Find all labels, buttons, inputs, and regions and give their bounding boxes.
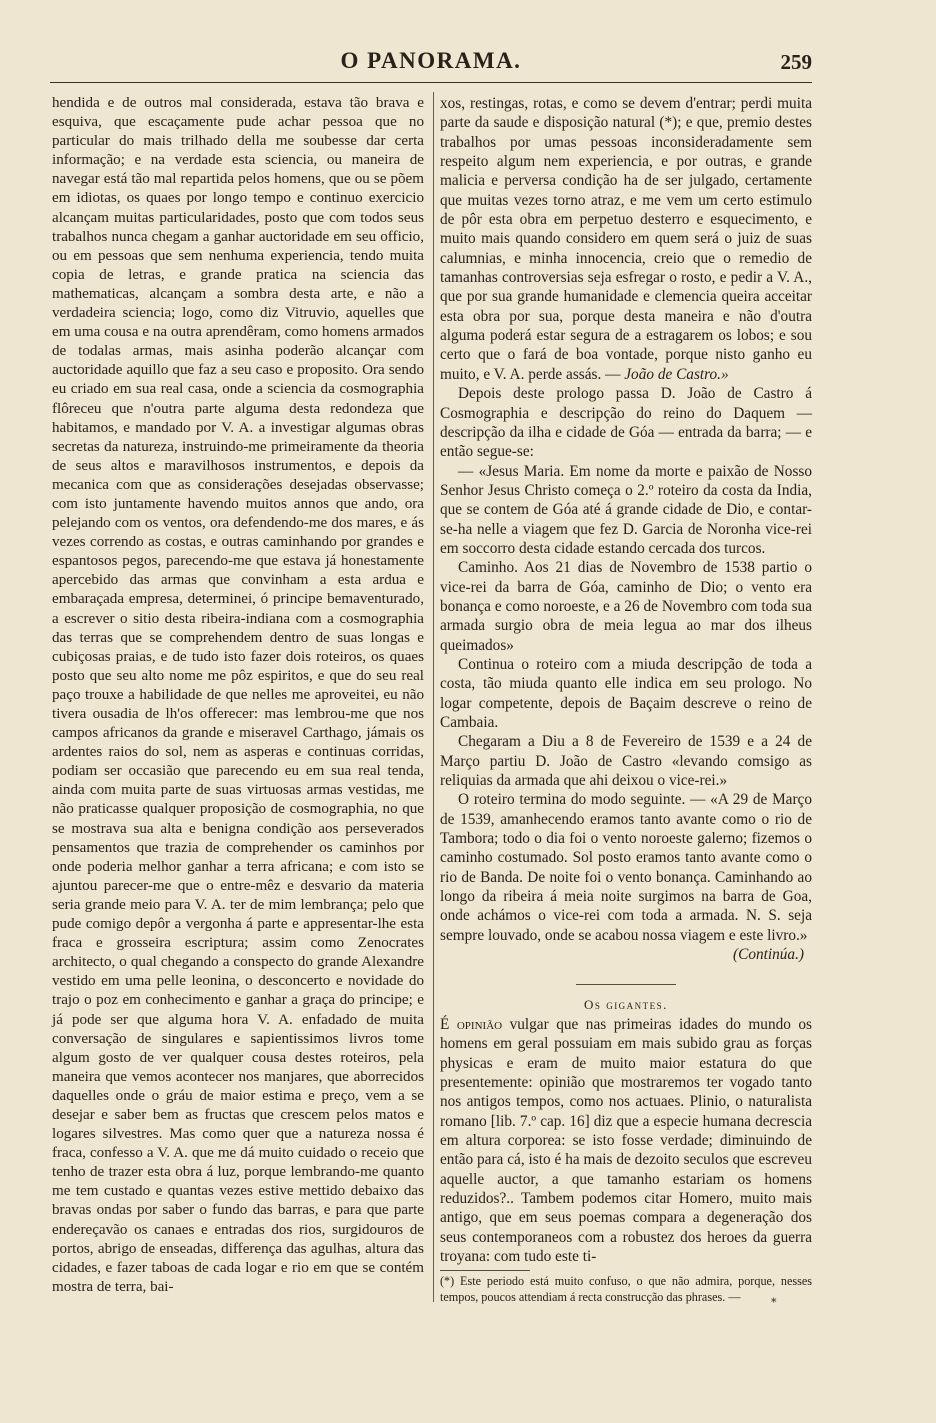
paragraph: Continua o roteiro com a miuda descripção de toda a costa, tão miuda quanto elle indica em seu prologo. No logar competente, depois de Baçaim descreve o reino de Cambaia. (440, 655, 812, 731)
paragraph: Caminho. Aos 21 dias de Novembro de 1538 partio o vice-rei da barra de Góa, caminho de Dio; o vento era bonança e como noroeste, e a 26 de Novembro com toda sua armada surgio obra de meia legua ao mar dos ilheus queimados» (440, 559, 812, 654)
header-rule (50, 82, 812, 83)
paragraph: O roteiro termina do modo seguinte. — «A 29 de Março de 1539, amanhecendo eramos tanto avante como o rio de Tambora; todo o dia foi o vento noroeste galerno; fizemos o caminho costumado. Sol posto eramos tanto avante como o rio de Banda. De noite foi o vento bonança. Caminhando ao longo da ribeira á meia noite surgimos na barra de Goa, onde achámos o vice-rei com toda a armada. N. S. seja sempre louvado, onde se acabou nossa viagem e este livro.» (440, 791, 812, 944)
continua-note: (Continúa.) (733, 946, 804, 964)
footnote-rule (440, 1270, 530, 1271)
left-column (52, 94, 424, 1297)
left-column-text: hendida e de outros mal considerada, estava tão brava e esquiva, que escaçamente pude achar pessoa que no particular do mais trilhado della me soubesse dar certa informação; e na verdade esta sciencia, ou maneira de navegar está tão mal repartida pelos homens, que ou se põem em idiotas, os quaes por longo tempo e continuo exercicio alcançam muitas particularidades, posto que com todos seus trabalhos nunca chegam a ganhar auctoridade em seu officio, ou em pessoas que sem nenhuma experiencia, tendo muita copia de letras, e grande pratica na sciencia das mathematicas, alcançam a sombra desta arte, e não a verdadeira sciencia; logo, como diz Vitruvio, aquelles que em uma cousa e na outra aprendêram, como homens armados de todalas armas, mais asinha poderão alcançar com auctoridade aquillo que faz a seu caso e proposito. Ora sendo eu criado em sua real casa, onde a sciencia da cosmographia flôreceu que n'outra parte alguma desta redondeza que habitamos, e mandado por V. A. a investigar algumas obras secretas da natureza, instruindo-me primeiramente da theoria de seus altos e maravilhosos instrumentos, e depois da mecanica com que as considerações desejadas observasse; com isto juntamente havendo muitos annos que ando, ora pelejando com os ventos, ora defendendo-me dos mares, e ás vezes correndo as costas, e outras caminhando por grandes e espantosos pegos, parecendo-me que estava já honestamente apercebido das armas que convinham a esta ardua e embaraçada empresa, determinei, ó principe bemaventurado, a escrever o sitio desta ribeira-indiana com a cosmographia das terras que se comprehendem dentro de suas longas e cubiçosas praias, e de tudo isto fazer dois roteiros, os quaes posto que seu alto nome me pôz espiritos, e que do seu real paço trouxe a habilidade de que nelles me aproveitei, eu não tivera ousadia de lh'os offerecer: mas lembrou-me que nos campos africanos da grande e miseravel Carthago, jámais os ardentes raios do sol, nem as asperas e continuas corridas, podiam ser occasião que parecendo eu em sua real tenda, ainda com muita parte de suas virtuosas armas vestidas, me não praticasse qualquer proposição de cosmographia, no que se mostrava sua alta e benigna condição aos perseverados pensamentos que trazia de comprehender os caminhos por onde poderia melhor ganhar a terra africana; e com isto se ajuntou parecer-me que o entre-mêz e desvario da materia seria grande meio para V. A. ter de mim lembrança; pelo que pude comigo depôr a vergonha á parte e appresentar-lhe esta fraca e grosseira escriptura; assim como Zenocrates architecto, o qual chegando a conspecto do grande Alexandre vestido em uma pelle leonina, o desconcerto e novidade do trajo o poz em conhecimento e ganhar a graça do principe; e já pode ser que alguma hora V. A. enfadado de muita conversação de singulares e sapientissimos livros tome algum gosto de ver qualquer cousa destes roteiros, pela maneira que vemos acontecer nos manjares, que aborrecidos daquelles onde o gráu de maior estima e preço, vem a se desejar e saber bem as fructas que crescem pelos matos e logares silvestres. Mas como quer que a natureza nossa é fraca, confesso a V. A. que me dá muito cuidado o receio que tenho de trazer esta obra á luz, porque lembrando-me quanto me tem custado e quantas vezes estive mettido debaixo das bravas ondas por saber o fundo das barras, e para que parte endereçavão os canaes e entradas dos rios, surgidouros de portos, abrigo de enseadas, differença das agulhas, altura das cidades, e fazer taboas de cada logar e rio em que se contém mostra de terra, bai- (52, 95, 424, 1295)
paragraph: — «Jesus Maria. Em nome da morte e paixão de Nosso Senhor Jesus Christo começa o 2.º roteiro da costa da India, que se contem de Góa até á grande cidade de Dio, e contar-se-ha nelle a viagem que fez D. Garcia de Noronha vice-rei em soccorro desta cidade estando cercada dos turcos. (440, 462, 812, 557)
page-header (50, 44, 812, 78)
prologue-text: xos, restingas, rotas, e como se devem d'entrar; perdi muita parte da saude e disposição natural (*); e que, premio destes trabalhos por umas pessoas inconsideradamente sem respeito algum nem experiencia, e por outras, e grande malicia e perversa condição ha de ser julgado, certamente que muitas vezes torno atraz, e me vem um certo estimulo de pôr esta obra em perpetuo desterro e esquecimento, e muito mais quando considero em quem será o juiz de suas calumnias, e minha innocencia, creio que o remedio de tamanhas controversias seja esfregar o rosto, e pedir a V. A., que por sua grande humanidade e clemencia queira acceitar esta obra por sua, porque desta maneira e não d'outra alguma poderá estar segura de a estragarem os lobos; e sou certo que o fará de boa vontade, porque nisto ganho eu muito, e V. A. perde assás. — (440, 95, 812, 383)
page-title: O PANORAMA. (340, 48, 522, 73)
right-column (440, 94, 812, 1305)
column-divider (433, 92, 434, 1302)
section-paragraph (440, 1015, 812, 1266)
page-mark: * (771, 1296, 777, 1309)
paragraph: Depois deste prologo passa D. João de Castro á Cosmographia e descripção do reino do Daquem — descripção da ilha e cidade de Góa — entrada da barra; — e então segue-se: (440, 385, 812, 461)
section-separator (576, 984, 676, 985)
prologue-signature: João de Castro.» (624, 365, 729, 383)
section-title: Os gigantes. (584, 997, 668, 1013)
page-number: 259 (780, 50, 812, 74)
section-lead: É opinião (440, 1015, 503, 1033)
footnote: (*) Este periodo está muito confuso, o que não admira, porque, nesses tempos, poucos attendiam á recta construcção das phrases. — (440, 1274, 812, 1304)
section-text: vulgar que nas primeiras idades do mundo os homens em geral possuiam em mais subido grau as forças physicas e eram de muito maior estatura do que presentemente: opinião que mostraremos ter vogado tanto nos antigos tempos, como nos actuaes. Plinio, o naturalista romano [lib. 7.º cap. 16] diz que a especie humana decrescia em altura corporea: se isto fosse verdade; diminuindo de então para cá, isto é ha mais de dezoito seculos que escreveu aquelle auctor, a que tamanho estariam os homens reduzidos?.. Tambem podemos citar Homero, muito mais antigo, que em seus poemas compara a degeneração dos seus contemporaneos com a robustez dos heroes da guerra troyana: com tudo este ti- (440, 1015, 813, 1265)
prologue-continuation (440, 94, 812, 384)
paragraph: Chegaram a Diu a 8 de Fevereiro de 1539 e a 24 de Março partiu D. João de Castro «levando comsigo as reliquias da armada que ahi deixou o vice-rei.» (440, 733, 812, 790)
